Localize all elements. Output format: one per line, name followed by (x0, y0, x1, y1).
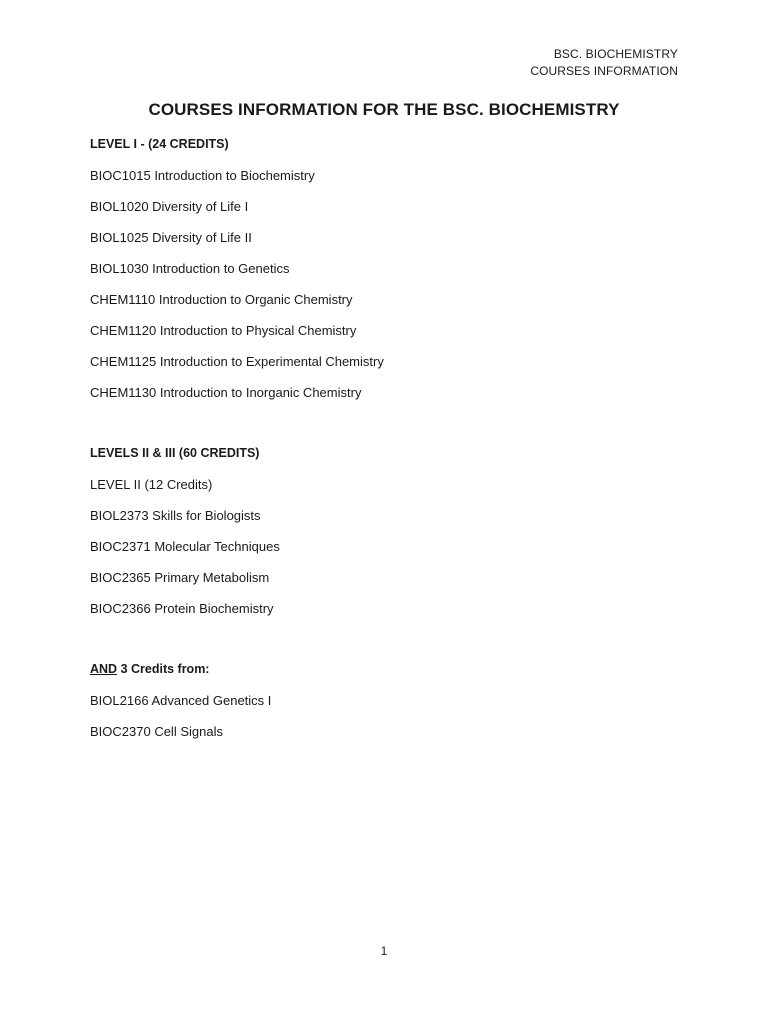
section-spacer (90, 631, 690, 661)
course-item: BIOL1030 Introduction to Genetics (90, 261, 290, 276)
course-item: CHEM1120 Introduction to Physical Chemistry (90, 323, 357, 338)
course-item: BIOC2365 Primary Metabolism (90, 570, 270, 585)
course-item: CHEM1130 Introduction to Inorganic Chemistry (90, 385, 362, 400)
section-spacer (90, 415, 690, 445)
course-item: BIOC2371 Molecular Techniques (90, 539, 280, 554)
document-body (90, 136, 690, 754)
level-1-heading: LEVEL I - (24 CREDITS) (90, 137, 229, 151)
course-item: BIOL1025 Diversity of Life II (90, 230, 252, 245)
course-item: BIOL1020 Diversity of Life I (90, 199, 249, 214)
header-line-2: COURSES INFORMATION (530, 64, 678, 78)
electives-heading-text: 3 Credits from: (117, 662, 210, 676)
document-title: COURSES INFORMATION FOR THE BSC. BIOCHEMISTRY (148, 100, 620, 119)
level-2-subheading: LEVEL II (12 Credits) (90, 477, 213, 492)
header-line-1: BSC. BIOCHEMISTRY (553, 47, 678, 61)
course-item: CHEM1110 Introduction to Organic Chemistry (90, 292, 353, 307)
course-item: BIOL2166 Advanced Genetics I (90, 693, 272, 708)
page-number: 1 (380, 944, 388, 958)
course-item: BIOC2366 Protein Biochemistry (90, 601, 274, 616)
course-item: CHEM1125 Introduction to Experimental Chemistry (90, 354, 384, 369)
course-item: BIOC1015 Introduction to Biochemistry (90, 168, 315, 183)
electives-heading (90, 661, 690, 692)
page-header (530, 46, 678, 80)
course-item: BIOL2373 Skills for Biologists (90, 508, 261, 523)
levels-2-3-heading: LEVELS II & III (60 CREDITS) (90, 446, 260, 460)
and-keyword: AND (90, 662, 118, 676)
course-item: BIOC2370 Cell Signals (90, 724, 223, 739)
